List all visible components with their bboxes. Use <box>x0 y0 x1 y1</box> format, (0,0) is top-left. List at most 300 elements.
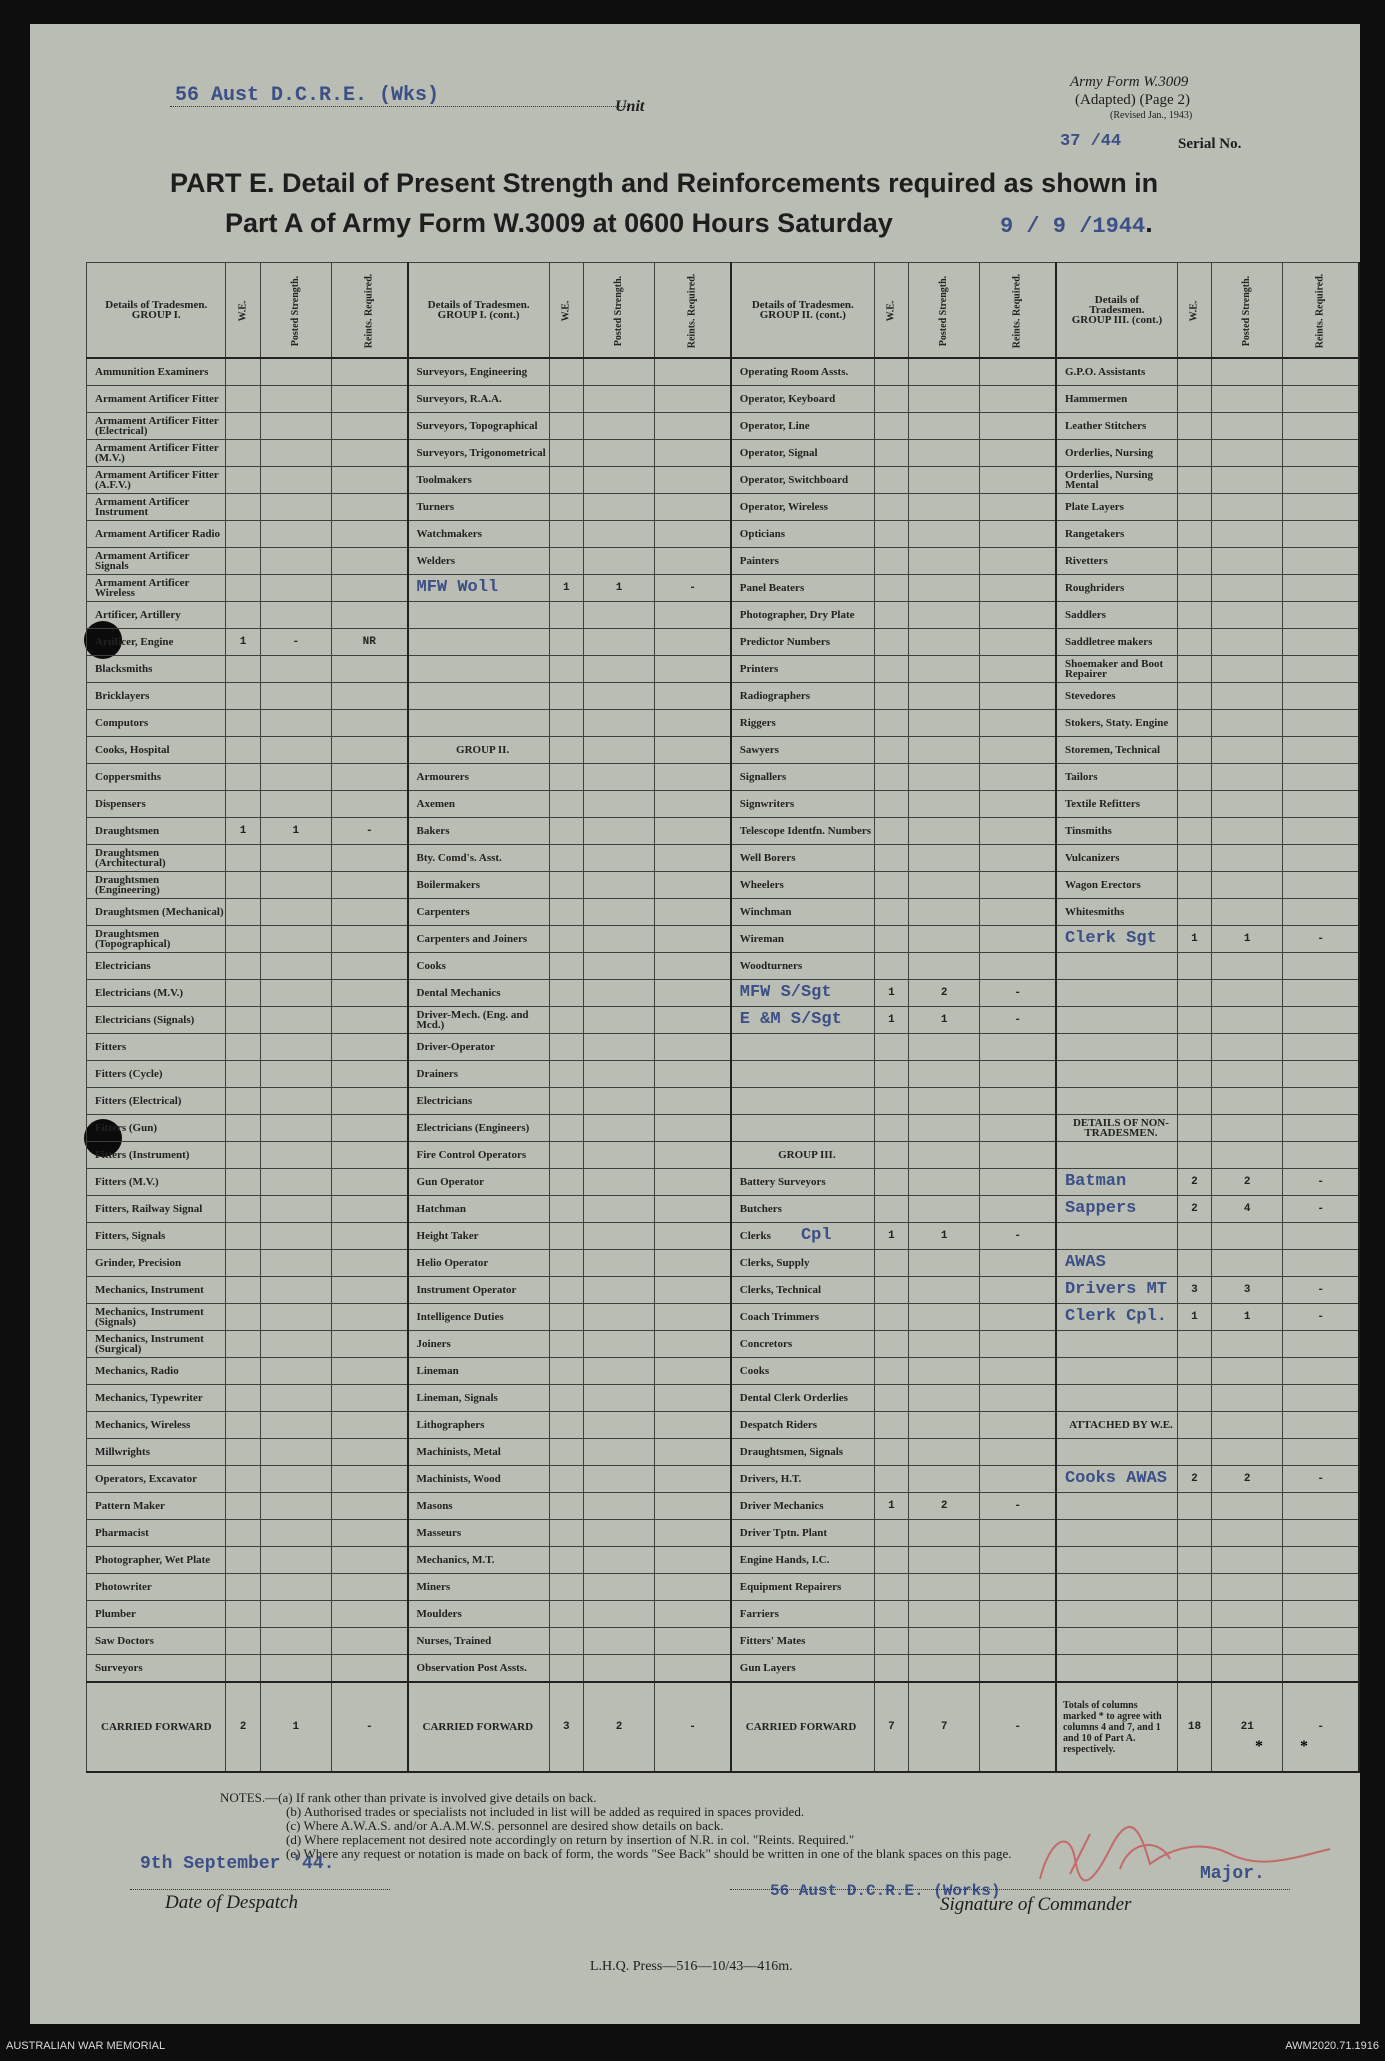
value-rr <box>331 1007 407 1034</box>
value-ps <box>1212 1439 1283 1466</box>
value-rr <box>1283 1223 1359 1250</box>
trade-label: Carpenters and Joiners <box>416 933 528 945</box>
table-row <box>87 575 1360 602</box>
value-ps: 2 <box>909 1493 980 1520</box>
commander-rank: Major. <box>1200 1864 1265 1884</box>
trade-cell <box>87 575 226 602</box>
value-rr <box>1283 440 1359 467</box>
trade-cell <box>1056 1574 1177 1601</box>
value-ps <box>1212 845 1283 872</box>
trade-label: Mechanics, Instrument <box>95 1284 204 1296</box>
trade-cell <box>87 1385 226 1412</box>
trade-label: Armament Artificer Fitter <box>95 393 219 405</box>
value-ps <box>1212 1223 1283 1250</box>
trade-cell <box>1056 656 1177 683</box>
value-ps <box>260 1466 331 1493</box>
trade-label: Armourers <box>416 771 469 783</box>
trade-label: Mechanics, Instrument (Surgical) <box>95 1333 204 1355</box>
value-we <box>549 980 583 1007</box>
table-row <box>87 1304 1360 1331</box>
value-rr <box>331 440 407 467</box>
value-we <box>226 737 260 764</box>
trade-cell <box>731 656 875 683</box>
value-we <box>1177 467 1211 494</box>
value-rr <box>331 1574 407 1601</box>
trade-label: Sawyers <box>739 744 779 756</box>
trade-cell <box>731 926 875 953</box>
value-ps <box>583 494 654 521</box>
trade-cell <box>408 1304 550 1331</box>
handwritten-entry: Clerk Cpl. <box>1064 1307 1167 1326</box>
value-we <box>549 1412 583 1439</box>
value-rr <box>331 980 407 1007</box>
value-we <box>1177 1574 1211 1601</box>
value-rr <box>980 575 1056 602</box>
trade-cell <box>731 1115 875 1142</box>
value-we <box>549 1493 583 1520</box>
value-rr <box>980 818 1056 845</box>
value-rr <box>1283 1142 1359 1169</box>
value-ps <box>909 440 980 467</box>
table-row <box>87 386 1360 413</box>
value-we <box>874 575 908 602</box>
value-ps <box>260 1655 331 1683</box>
trade-cell <box>731 1601 875 1628</box>
trade-cell <box>408 1223 550 1250</box>
trade-label: Masseurs <box>416 1527 462 1539</box>
trade-label: Armament Artificer Radio <box>95 528 221 540</box>
value-ps <box>260 710 331 737</box>
table-row <box>87 1493 1360 1520</box>
trade-cell <box>1056 926 1177 953</box>
value-rr <box>331 602 407 629</box>
value-we <box>549 1250 583 1277</box>
value-rr <box>1283 467 1359 494</box>
trade-label: Clerks, Technical <box>739 1284 822 1296</box>
value-rr <box>655 1547 731 1574</box>
value-ps <box>583 1142 654 1169</box>
value-we <box>226 899 260 926</box>
trade-cell <box>87 1169 226 1196</box>
value-rr <box>655 629 731 656</box>
value-we <box>549 1628 583 1655</box>
note-e: (e) Where any request or notation is made on back of form, the words "See Back" should be written in one of the blank spaces on this page. <box>286 1846 1012 1861</box>
trade-label: Draughtsmen (Engineering) <box>95 874 160 896</box>
trade-cell <box>87 1358 226 1385</box>
value-we: 1 <box>226 818 260 845</box>
value-ps <box>260 1061 331 1088</box>
value-ps <box>583 467 654 494</box>
value-rr <box>980 548 1056 575</box>
value-we <box>1177 1439 1211 1466</box>
value-we <box>226 1034 260 1061</box>
note-c: (c) Where A.W.A.S. and/or A.A.M.W.S. personnel are desired show details on back. <box>286 1818 724 1833</box>
trade-label: Operator, Keyboard <box>739 393 836 405</box>
trade-cell <box>87 1034 226 1061</box>
value-rr <box>655 764 731 791</box>
value-we <box>549 1223 583 1250</box>
commander-signature <box>1030 1819 1350 1899</box>
column-header-we <box>1177 263 1211 359</box>
trade-cell <box>1056 1169 1177 1196</box>
value-ps <box>260 1223 331 1250</box>
value-rr: - <box>1283 926 1359 953</box>
value-rr <box>980 899 1056 926</box>
value-rr <box>331 1412 407 1439</box>
value-ps <box>583 1196 654 1223</box>
value-we <box>1177 953 1211 980</box>
trade-label: Fitters, Railway Signal <box>95 1203 203 1215</box>
value-rr <box>331 683 407 710</box>
trade-cell <box>87 1331 226 1358</box>
value-ps <box>583 1223 654 1250</box>
value-ps <box>260 1439 331 1466</box>
value-rr <box>1283 1574 1359 1601</box>
value-we <box>1177 1358 1211 1385</box>
trade-cell <box>731 467 875 494</box>
value-ps <box>909 1412 980 1439</box>
value-rr: - <box>980 980 1056 1007</box>
value-we <box>549 737 583 764</box>
title-line-1: PART E. Detail of Present Strength and Reinforcements required as shown in <box>170 168 1159 198</box>
totals-asterisk: * <box>1255 1738 1263 1755</box>
trade-cell <box>87 872 226 899</box>
value-ps <box>583 818 654 845</box>
value-we <box>874 710 908 737</box>
value-ps: 1 <box>909 1223 980 1250</box>
trade-label: Panel Beaters <box>739 582 805 594</box>
value-rr <box>1283 1331 1359 1358</box>
trade-label: Battery Surveyors <box>739 1176 826 1188</box>
value-we <box>874 1277 908 1304</box>
trade-label: Wireman <box>739 933 784 945</box>
trade-label: Operator, Line <box>739 420 810 432</box>
value-we <box>549 1142 583 1169</box>
trade-label: Photographer, Wet Plate <box>95 1554 211 1566</box>
trade-cell <box>408 548 550 575</box>
value-we <box>549 1601 583 1628</box>
carried-forward-label: CARRIED FORWARD <box>87 1682 226 1772</box>
table-row <box>87 1115 1360 1142</box>
trade-cell <box>731 358 875 386</box>
value-rr <box>331 1520 407 1547</box>
table-row <box>87 413 1360 440</box>
value-we <box>874 1412 908 1439</box>
value-rr <box>655 791 731 818</box>
trade-label: Pattern Maker <box>95 1500 165 1512</box>
unit-line <box>170 106 630 107</box>
value-we: 1 <box>874 1007 908 1034</box>
value-rr <box>1283 1601 1359 1628</box>
value-we <box>226 521 260 548</box>
value-rr <box>980 629 1056 656</box>
value-rr <box>331 1034 407 1061</box>
trade-label: Machinists, Wood <box>416 1473 501 1485</box>
value-we <box>226 1007 260 1034</box>
value-ps: 1 <box>583 575 654 602</box>
trade-label: Surveyors, Trigonometrical <box>416 447 546 459</box>
handwritten-entry: Cooks AWAS <box>1064 1469 1167 1488</box>
value-ps <box>1212 656 1283 683</box>
value-rr <box>331 845 407 872</box>
value-rr <box>980 1628 1056 1655</box>
trade-cell <box>87 764 226 791</box>
trade-cell <box>1056 1466 1177 1493</box>
value-rr <box>1283 1520 1359 1547</box>
value-ps <box>583 980 654 1007</box>
value-we <box>549 358 583 386</box>
value-rr <box>655 1196 731 1223</box>
value-we <box>549 1655 583 1683</box>
value-we <box>549 764 583 791</box>
value-we <box>226 1250 260 1277</box>
value-rr <box>331 1196 407 1223</box>
handwritten-entry: Cpl <box>800 1226 832 1245</box>
value-we <box>874 1439 908 1466</box>
value-ps <box>909 358 980 386</box>
value-we <box>1177 1034 1211 1061</box>
trade-cell <box>731 710 875 737</box>
trade-cell <box>87 980 226 1007</box>
trade-label: Drivers, H.T. <box>739 1473 802 1485</box>
trade-cell <box>1056 980 1177 1007</box>
trade-label: Shoemaker and Boot Repairer <box>1064 658 1164 680</box>
value-ps <box>583 602 654 629</box>
trade-cell <box>1056 683 1177 710</box>
value-we <box>1177 1547 1211 1574</box>
trade-cell <box>408 1601 550 1628</box>
trade-cell <box>87 1196 226 1223</box>
trade-cell <box>408 602 550 629</box>
value-we <box>226 1088 260 1115</box>
table-row <box>87 710 1360 737</box>
trade-cell <box>731 629 875 656</box>
value-rr <box>980 1196 1056 1223</box>
value-we <box>1177 791 1211 818</box>
value-ps: 1 <box>909 1007 980 1034</box>
trade-cell <box>731 683 875 710</box>
trade-label: Gun Operator <box>416 1176 485 1188</box>
trade-cell <box>1056 1223 1177 1250</box>
value-ps <box>1212 494 1283 521</box>
trade-cell <box>408 764 550 791</box>
value-rr <box>1283 1358 1359 1385</box>
table-row <box>87 656 1360 683</box>
value-we <box>226 1061 260 1088</box>
trade-label: Armament Artificer Signals <box>95 550 190 572</box>
value-rr <box>331 1358 407 1385</box>
trade-label: ATTACHED BY W.E. <box>1069 1419 1173 1431</box>
trade-cell <box>408 1007 550 1034</box>
value-ps <box>909 1034 980 1061</box>
carried-forward-we: 2 <box>226 1682 260 1772</box>
trade-label: Plate Layers <box>1064 501 1124 513</box>
handwritten-entry: E &M S/Sgt <box>739 1010 842 1029</box>
trade-label: Fitters, Signals <box>95 1230 166 1242</box>
trade-label: Woodturners <box>739 960 803 972</box>
value-we <box>549 710 583 737</box>
table-row <box>87 872 1360 899</box>
value-rr <box>980 1520 1056 1547</box>
trade-cell <box>731 1223 875 1250</box>
value-we <box>1177 1412 1211 1439</box>
column-header-reints <box>1283 263 1359 359</box>
trade-label: Electricians <box>416 1095 473 1107</box>
trade-label: Welders <box>416 555 456 567</box>
trade-cell <box>731 1034 875 1061</box>
value-rr <box>980 872 1056 899</box>
table-row <box>87 1034 1360 1061</box>
value-rr <box>655 467 731 494</box>
value-we <box>1177 1250 1211 1277</box>
trade-label: Instrument Operator <box>416 1284 517 1296</box>
value-rr <box>331 872 407 899</box>
value-we <box>226 791 260 818</box>
trade-cell <box>731 1331 875 1358</box>
trade-label: Drainers <box>416 1068 459 1080</box>
value-we <box>226 1520 260 1547</box>
value-ps: 3 <box>1212 1277 1283 1304</box>
value-we <box>1177 845 1211 872</box>
value-rr <box>1283 899 1359 926</box>
trade-cell <box>408 1250 550 1277</box>
trade-label: Armament Artificer Fitter (A.F.V.) <box>95 469 219 491</box>
trade-cell <box>731 845 875 872</box>
value-rr <box>655 872 731 899</box>
value-rr <box>655 710 731 737</box>
trade-cell <box>408 629 550 656</box>
trade-cell <box>1056 764 1177 791</box>
value-rr <box>655 656 731 683</box>
value-rr <box>980 953 1056 980</box>
trade-label: Operator, Switchboard <box>739 474 849 486</box>
trade-cell <box>87 1250 226 1277</box>
value-rr <box>1283 1115 1359 1142</box>
value-we <box>874 1304 908 1331</box>
value-rr: - <box>1283 1304 1359 1331</box>
value-rr: - <box>980 1223 1056 1250</box>
value-ps: 1 <box>260 818 331 845</box>
value-we <box>549 683 583 710</box>
value-we <box>549 1331 583 1358</box>
value-we <box>874 358 908 386</box>
trade-label: Saddletree makers <box>1064 636 1153 648</box>
trade-label: Operator, Signal <box>739 447 818 459</box>
trade-cell <box>87 1223 226 1250</box>
form-adapted: (Adapted) (Page 2) <box>1075 92 1190 108</box>
trade-cell <box>87 358 226 386</box>
value-we <box>1177 1385 1211 1412</box>
value-rr <box>1283 358 1359 386</box>
value-rr <box>655 953 731 980</box>
table-row <box>87 358 1360 386</box>
value-ps <box>909 1169 980 1196</box>
handwritten-entry: MFW Woll <box>416 578 499 597</box>
value-rr: - <box>980 1493 1056 1520</box>
value-rr <box>655 1223 731 1250</box>
trade-cell <box>1056 1277 1177 1304</box>
value-ps <box>583 1115 654 1142</box>
value-rr <box>655 602 731 629</box>
value-ps <box>1212 386 1283 413</box>
trade-cell <box>1056 494 1177 521</box>
value-ps <box>260 764 331 791</box>
trade-cell <box>1056 1385 1177 1412</box>
note-b: (b) Authorised trades or specialists not included in list will be added as required in spaces provided. <box>286 1804 805 1819</box>
table-row <box>87 629 1360 656</box>
trade-label: Draughtsmen (Mechanical) <box>95 906 224 918</box>
value-ps <box>583 791 654 818</box>
value-rr <box>655 1034 731 1061</box>
value-we <box>1177 1331 1211 1358</box>
trade-cell <box>87 1277 226 1304</box>
value-we <box>226 1196 260 1223</box>
trade-label: Cooks <box>416 960 446 972</box>
value-we <box>549 1520 583 1547</box>
trade-cell <box>87 1412 226 1439</box>
value-we <box>1177 1115 1211 1142</box>
table-row <box>87 1574 1360 1601</box>
value-ps <box>260 683 331 710</box>
value-rr: - <box>1283 1466 1359 1493</box>
trade-label: Storemen, Technical <box>1064 744 1161 756</box>
value-ps <box>1212 899 1283 926</box>
trade-label: Telescope Identfn. Numbers <box>739 825 872 837</box>
trade-cell <box>731 1439 875 1466</box>
carried-forward-rr: - <box>655 1682 731 1772</box>
trade-label: Nurses, Trained <box>416 1635 492 1647</box>
value-rr <box>331 1061 407 1088</box>
value-rr <box>655 386 731 413</box>
trade-label: Fitters (Cycle) <box>95 1068 163 1080</box>
value-ps <box>909 1574 980 1601</box>
value-we <box>874 1061 908 1088</box>
value-we <box>226 467 260 494</box>
trade-cell <box>408 1439 550 1466</box>
table-row <box>87 899 1360 926</box>
trade-label: Draughtsmen, Signals <box>739 1446 844 1458</box>
trade-cell <box>1056 818 1177 845</box>
table-row <box>87 1358 1360 1385</box>
trade-label: Farriers <box>739 1608 779 1620</box>
trade-label: Armament Artificer Wireless <box>95 577 190 599</box>
value-we <box>549 1007 583 1034</box>
trade-cell <box>731 575 875 602</box>
trade-cell <box>408 1061 550 1088</box>
value-rr <box>1283 1628 1359 1655</box>
trade-label: Electricians (Engineers) <box>416 1122 530 1134</box>
value-we <box>874 1196 908 1223</box>
value-we <box>549 1277 583 1304</box>
trade-cell <box>731 980 875 1007</box>
value-ps <box>1212 764 1283 791</box>
value-we: 3 <box>1177 1277 1211 1304</box>
despatch-date: 9th September '44. <box>140 1854 335 1874</box>
trade-cell <box>408 1034 550 1061</box>
value-ps <box>583 440 654 467</box>
value-rr <box>655 1385 731 1412</box>
value-ps <box>909 1304 980 1331</box>
trade-cell <box>408 467 550 494</box>
trade-cell <box>87 494 226 521</box>
table-row <box>87 791 1360 818</box>
value-ps <box>909 1250 980 1277</box>
value-we <box>1177 1088 1211 1115</box>
value-ps <box>909 1547 980 1574</box>
value-ps <box>909 521 980 548</box>
value-we <box>226 1574 260 1601</box>
trade-label: G.P.O. Assistants <box>1064 366 1146 378</box>
